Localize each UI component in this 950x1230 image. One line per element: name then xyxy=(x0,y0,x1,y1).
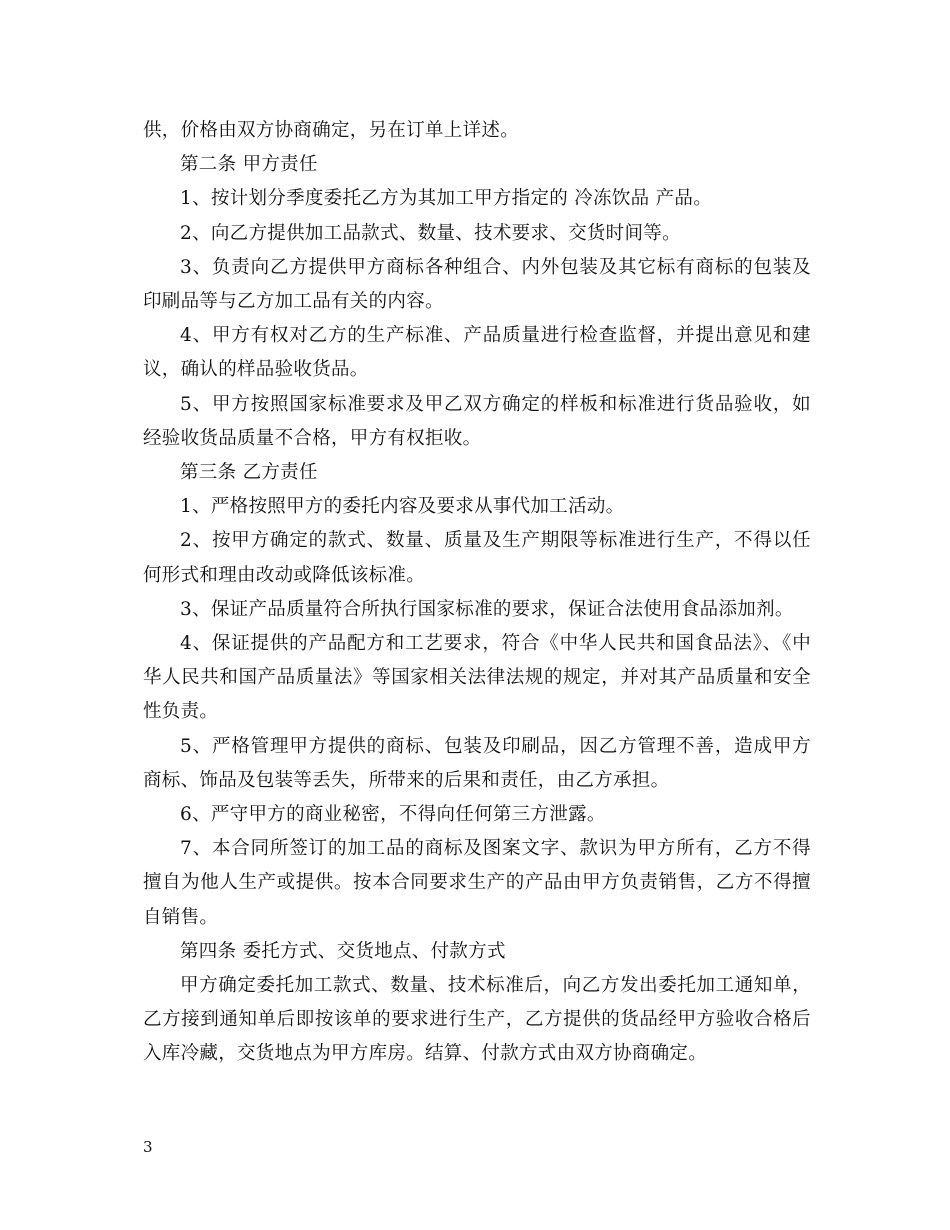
paragraph: 3、保证产品质量符合所执行国家标准的要求，保证合法使用食品添加剂。 xyxy=(180,598,794,620)
paragraph: 1、严格按照甲方的委托内容及要求从事代加工活动。 xyxy=(180,496,625,518)
paragraph: 3、负责向乙方提供甲方商标各种组合、内外包装及其它标有商标的包装及印刷品等与乙方加工品有关的内容。 xyxy=(143,256,811,313)
paragraph: 5、严格管理甲方提供的商标、包装及印刷品，因乙方管理不善，造成甲方商标、饰品及包装等丢失，所带来的后果和责任，由乙方承担。 xyxy=(143,735,811,791)
section-heading: 第二条 甲方责任 xyxy=(180,154,318,176)
paragraph: 4、保证提供的产品配方和工艺要求，符合《中华人民共和国食品法》、《中华人民共和国产品质量法》等国家相关法律法规的规定，并对其产品质量和安全性负责。 xyxy=(143,633,811,723)
paragraph: 供，价格由双方协商确定，另在订单上详述。 xyxy=(143,120,520,141)
page-number: 3 xyxy=(143,1138,153,1156)
paragraph: 2、向乙方提供加工品款式、数量、技术要求、交货时间等。 xyxy=(180,222,681,244)
paragraph: 2、按甲方确定的款式、数量、质量及生产期限等标准进行生产，不得以任何形式和理由改动或降低该标准。 xyxy=(143,530,811,586)
document-body xyxy=(143,114,811,1072)
section-heading: 第四条 委托方式、交货地点、付款方式 xyxy=(180,940,506,962)
paragraph: 5、甲方按照国家标准要求及甲乙双方确定的样板和标准进行货品验收，如经验收货品质量不合格，甲方有权拒收。 xyxy=(143,393,811,449)
paragraph: 甲方确定委托加工款式、数量、技术标准后，向乙方发出委托加工通知单，乙方接到通知单后即按该单的要求进行生产，乙方提供的货品经甲方验收合格后入库冷藏，交货地点为甲方库房。结算、付款方式由双方协商确定。 xyxy=(143,975,811,1065)
paragraph: 4、甲方有权对乙方的生产标准、产品质量进行检查监督，并提出意见和建议，确认的样品验收货品。 xyxy=(143,325,811,381)
paragraph: 1、按计划分季度委托乙方为其加工甲方指定的 冷冻饮品 产品。 xyxy=(180,188,713,210)
paragraph: 6、严守甲方的商业秘密，不得向任何第三方泄露。 xyxy=(180,804,606,826)
paragraph: 7、本合同所签订的加工品的商标及图案文字、款识为甲方所有，乙方不得擅自为他人生产或提供。按本合同要求生产的产品由甲方负责销售，乙方不得擅自销售。 xyxy=(143,838,811,928)
section-heading: 第三条 乙方责任 xyxy=(180,462,318,484)
